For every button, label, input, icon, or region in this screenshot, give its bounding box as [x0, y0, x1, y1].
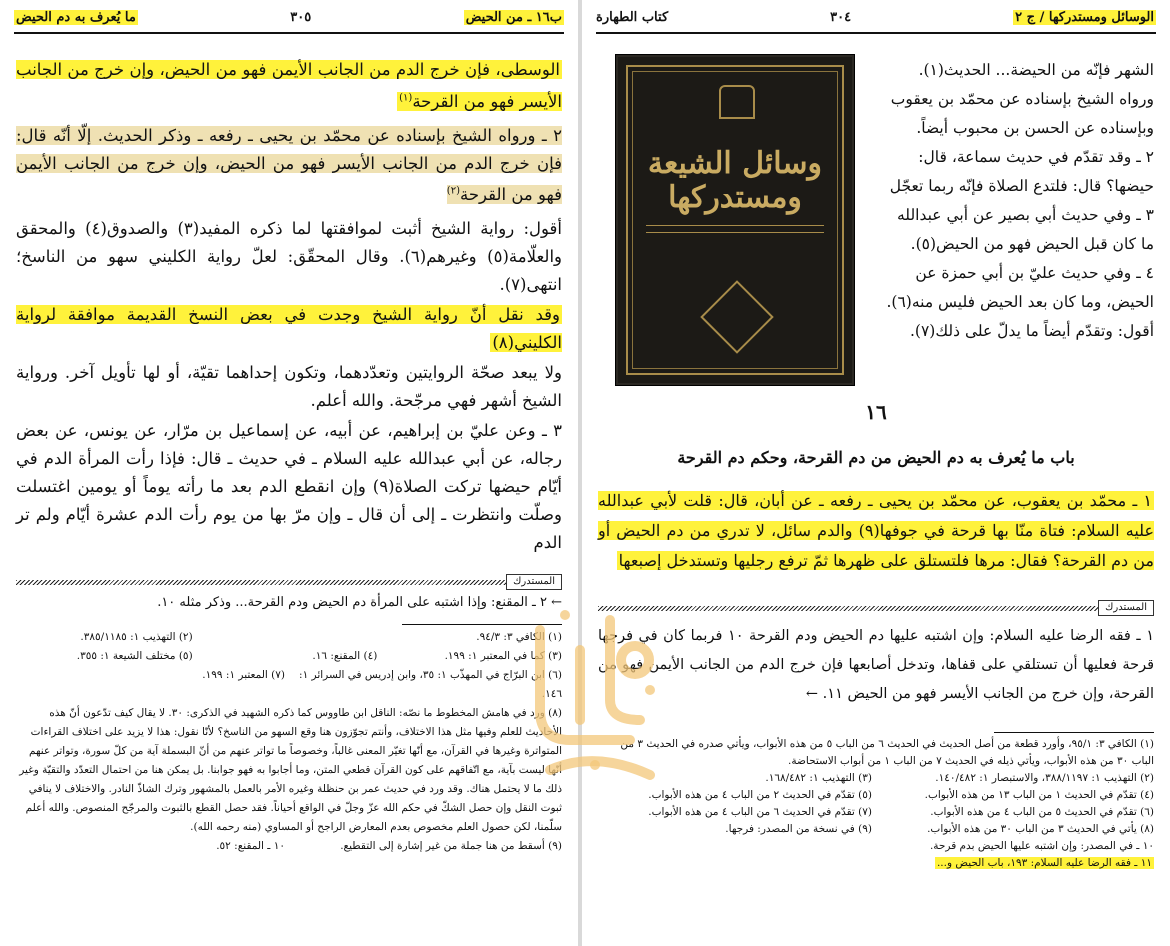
footnote — [201, 628, 378, 647]
footnote: ١٠ ـ في المصدر: وإن اشتبه عليها الحيض بدم قرحة. — [929, 840, 1154, 852]
paragraph-hadith-3: ٣ ـ وعن عليّ بن إبراهيم، عن أبيه، عن إسماعيل بن مرّار، عن يونس، عن بعض رجاله، عن أبي عبدالله عليه السلام ـ في حديث ـ قال: فإذا رأت المرأة الدم في أيّام حيضها تركت الصلاة(٩) وإن انقطع الدم بعد ما رأته يوماً أو يومين اغتسلت وصلّت وانتظرت ـ إلى أن قال ـ وإن مرّ بها من يوم رأت الدم عشرة أيّام ولم تر الدم — [16, 421, 562, 552]
chapter-number: ١٦ — [865, 400, 887, 424]
text-line: ما كان قبل الحيض فهو من الحيض(٥). — [910, 235, 1154, 253]
header-rule — [596, 32, 1156, 34]
footnote: (٧) المعتبر ١: ١٩٩. — [202, 669, 285, 681]
header-book-section: ب۱٦ ـ من الحيض — [465, 9, 562, 25]
footnote: (٦) ابن البرّاج في المهذّب ١: ٣٥، وابن إدريس في السرائر ١: ١٤٦. — [299, 669, 562, 700]
footnotes — [16, 628, 562, 856]
hadith-text: ٢ ـ ورواه الشيخ بإسناده عن محمّد بن يحيى ـ رفعه ـ وذكر الحديث. إلّا أنّه قال: فإن خرج الدم من الجانب الأيسر فهو من الحيض، وإن خرج من الجانب الأيمن فهو من القرحة — [16, 125, 562, 204]
header-volume-label: الوسائل ومستدركها / ج ٢ — [1015, 9, 1154, 25]
mustadrak-divider — [16, 578, 562, 588]
header-rule — [14, 32, 564, 34]
footnote-rule — [994, 732, 1154, 733]
calligraphy-watermark-icon — [510, 590, 680, 800]
hadith-1-text: ١ ـ محمّد بن يعقوب، عن محمّد بن يحيى ـ رفعه ـ عن أبان، قال: قلت لأبي عبدالله عليه السلام: فتاة منّا بها قرحة في جوفها(٩) والدم سائل، لا تدري من دم الحيض أو من دم القرحة؟ فقال: مرها فلتستلق على ظهرها ثمّ ترفع رجليها وتستدخل إصبعها — [598, 491, 1154, 570]
left-body-text — [16, 56, 562, 559]
text-line: ورواه الشيخ بإسناده عن محمّد بن يعقوب — [890, 90, 1154, 108]
paragraph-commentary: أقول: رواية الشيخ أثبت لموافقتها لما ذكره المفيد(٣) والصدوق(٤) والمحقق والعلّامة(٥) وغيرهم(٦). وقال المحقّق: لعلّ رواية الكليني سهو من الناسخ؛ انتهى(٧). — [16, 219, 562, 294]
paragraph-highlighted-note: وقد نقل أنّ رواية الشيخ وجدت في بعض النسخ القديمة موافقة لرواية الكليني(٨) — [16, 305, 562, 352]
footnote: (٥) تقدّم في الحديث ٢ من الباب ٤ من هذه الأبواب. — [648, 789, 872, 801]
footnote-9: (٩) أسقط من هنا جملة من غير إشارة إلى التقطيع. — [340, 840, 562, 852]
footnote: (٣) التهذيب ١: ١٦٨/٤٨٢. — [765, 772, 872, 784]
header-page-number: ٣٠٤ — [830, 9, 852, 25]
mustadrak-text: ١ ـ فقه الرضا عليه السلام: وإن اشتبه عليها دم الحيض ودم القرحة ١٠ فربما كان في فرجها قرحة فعليها أن تستلقي على قفاها، وتدخل أصابعها فإن خرج الدم من الجانب الأيمن فهو من القرحة، وإن خرج من الجانب الأيسر فهو من الحيض ١١. ← — [598, 628, 1154, 702]
hadith-1 — [598, 486, 1154, 576]
footnote: (٢) التهذيب ١: ٣٨٥/١١٨٥. — [80, 631, 193, 643]
footnote: (١) الكافي ٣: ٩٤/٣. — [476, 631, 562, 643]
text-line: ٢ ـ وقد تقدّم في حديث سماعة، قال: — [918, 148, 1154, 166]
footnote: (٦) تقدّم في الحديث ٥ من الباب ٤ من هذه الأبواب. — [930, 806, 1154, 818]
footnote-ref: (٢) — [446, 185, 460, 197]
text-line: الحيض، وما كان بعد الحيض فليس منه(٦). — [886, 293, 1154, 311]
footnote-10: ١٠ ـ المقنع: ٥٢. — [216, 840, 285, 852]
footnote-row — [16, 837, 562, 856]
footnote-row — [598, 787, 1154, 804]
cover-ornament-icon — [719, 85, 755, 119]
paragraph-hadith-continuation — [16, 60, 562, 111]
cover-rule — [646, 225, 824, 233]
footnote: (٤) المقنع: ١٦. — [312, 650, 378, 662]
header-chapter-label: ما يُعرف به دم الحيض — [16, 9, 136, 25]
text-line: ٤ ـ وفي حديث عليّ بن أبي حمزة عن — [915, 264, 1154, 282]
cover-title: وسائل الشيعة ومستدركها — [647, 146, 823, 215]
right-body-text — [858, 56, 1154, 346]
mustadrak-text: ← ٢ ـ المقنع: وإذا اشتبه على المرأة دم الحيض ودم القرحة... وذكر مثله ١٠. — [157, 595, 562, 610]
footnote-row — [598, 804, 1154, 821]
book-cover-image — [615, 54, 855, 386]
footnote-row — [16, 647, 562, 666]
mustadrak-divider — [598, 604, 1154, 614]
footnote: (٩) في نسخة من المصدر: فرجها. — [725, 823, 872, 835]
page-header — [596, 6, 1156, 28]
header-page-number: ٣٠٥ — [290, 9, 312, 25]
footnote-8: (٨) ورد في هامش المخطوط ما نصّه: الناقل ابن طاووس كما ذكره الشهيد في الذكرى: ٣٠. لا يقال كيف تدّعون أنّ هذه الأحاديث للعلم وفيها مثل هذا الاختلاف، وأنتم تجوّزون هنا وقع السهو من الناسخ؟ لأنّا نقول: هذا لا يزيد على اختلاف القراءات المتواترة وغيرها في القرآن، مع أنّها تغيّر المعنى غالباً، وخصوصاً ما تواتر عنهم من أنّ البسملة آية من كلّ سورة، وتواتر عنهم أنّها ليست بآية، مع اتّفاقهم على كون القرآن قطعي المتن، وما أجابوا به فهو جوابنا. بل يمكن هنا من احتمال التعدّد والتقيّة وغير ذلك ما لا يحتمل هناك. وقد ورد في حديث عمر بن حنظلة وغيره الأمر بالعمل بالمشهور وترك الشاذّ النادر. والاختلاف لا ينافي ثبوت النقل وإن حصل الشكّ في حكم الله عزّ وجلّ في الواقع أحياناً. فقد حصل القطع بالثبوت والمرجّح المنصوص. والله أعلم سلّمنا، لكن حصول العلم مخصوص بعدم المعارض الراجح أو المساوي (منه رحمه الله). — [19, 707, 562, 833]
footnote-row — [598, 770, 1154, 787]
footnote: (١) الكافي ٣: ٩٥/١، وأورد قطعة من أصل الحديث في الحديث ٦ من الباب ٥ من هذه الأبواب، ويأتي صدره في الحديث ٣ من الباب ٣٠ من هذه الأبواب، ويأتي ذيله في الحديث ٧ من الباب ١ من أبواب الاستحاضة. — [620, 738, 1154, 767]
footnote: (٢) التهذيب ١: ٣٨٨/١١٩٧، والاستبصار ١: ١٤٠/٤٨٢. — [935, 772, 1154, 784]
mustadrak-label: المستدرك — [506, 574, 562, 590]
footnote: (٣) كما في المعتبر ١: ١٩٩. — [444, 650, 562, 662]
footnote: (٨) يأتي في الحديث ٣ من الباب ٣٠ من هذه الأبواب. — [927, 823, 1154, 835]
left-page — [0, 0, 578, 946]
divider-hatch — [16, 580, 562, 585]
footnote-highlighted: ١١ ـ فقه الرضا عليه السلام: ١٩٣، باب الحيض و... — [936, 857, 1152, 869]
text-line: وبإسناده عن الحسن بن محبوب أيضاً. — [916, 119, 1154, 137]
text-line: ٣ ـ وفي حديث أبي بصير عن أبي عبدالله — [897, 206, 1154, 224]
footnote: (٧) تقدّم في الحديث ٦ من الباب ٤ من هذه الأبواب. — [648, 806, 872, 818]
mustadrak-label: المستدرك — [1098, 600, 1154, 616]
footnote-row — [16, 628, 562, 647]
footnote-ref: (١) — [399, 92, 413, 103]
page-header — [14, 6, 564, 28]
footnote: (٥) مختلف الشيعة ١: ٣٥٥. — [76, 650, 193, 662]
paragraph-sheikh-narration — [16, 126, 562, 205]
text-line: الشهر فإنّه من الحيضة... الحديث(١). — [918, 61, 1154, 79]
header-book-title: كتاب الطهارة — [596, 9, 669, 25]
hadith-text: الوسطى، فإن خرج الدم من الجانب الأيمن فهو من الحيض، وإن خرج من الجانب الأيسر فهو من القرحة — [16, 60, 562, 111]
footnote: (٤) تقدّم في الحديث ١ من الباب ١٣ من هذه الأبواب. — [924, 789, 1154, 801]
footnote-row — [16, 666, 562, 704]
footnotes — [598, 736, 1154, 872]
text-line: أقول: وتقدّم أيضاً ما يدلّ على ذلك(٧). — [909, 322, 1154, 340]
footnote-row — [598, 821, 1154, 838]
text-line: حيضها؟ قال: فلتدع الصلاة فإنّه ربما تعجّل — [889, 177, 1154, 195]
paragraph-reconciliation: ولا يبعد صحّة الروايتين وتعدّدهما، وتكون إحداهما تقيّة، أو لها تأويل آخر. ورواية الشيخ أشهر فهي مرجّحة. والله أعلم. — [16, 363, 562, 410]
chapter-title: باب ما يُعرف به دم الحيض من دم القرحة، وحكم دم القرحة — [677, 448, 1075, 467]
divider-hatch — [598, 606, 1154, 611]
